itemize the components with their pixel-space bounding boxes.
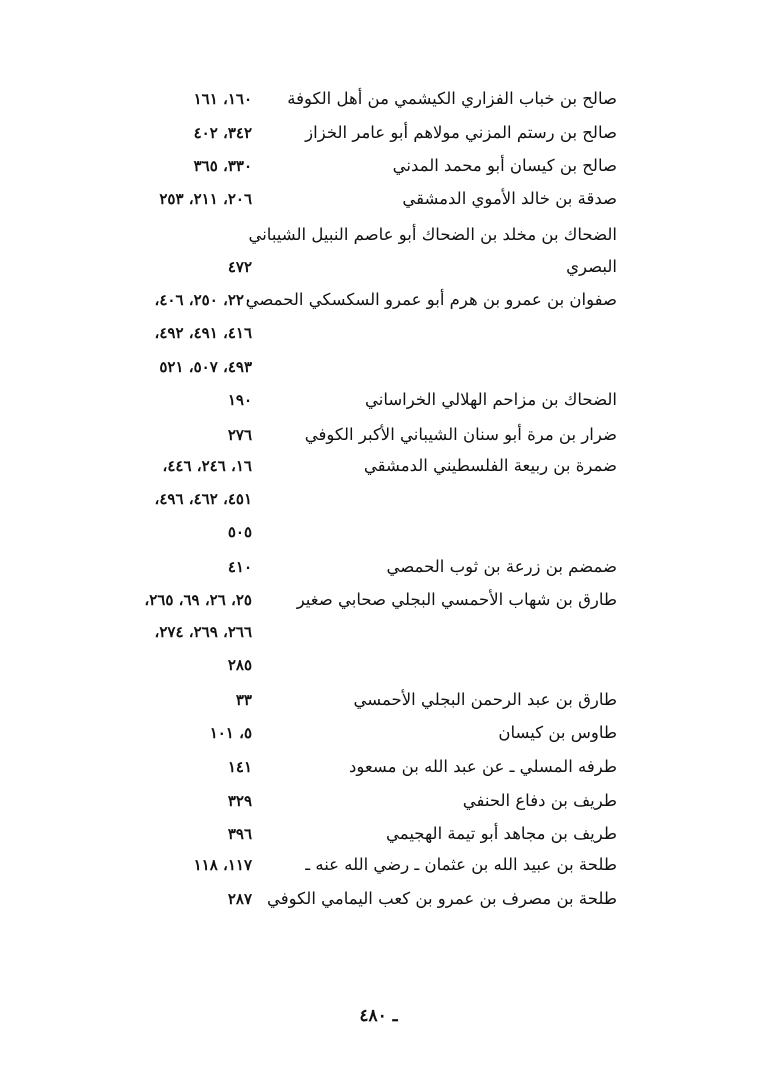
index-entry <box>0 817 757 851</box>
index-entry <box>0 583 757 617</box>
entry-pages: ١٩٠ <box>227 391 252 409</box>
page-number: ـ ٤٨٠ <box>359 1006 398 1026</box>
index-entry-continuation <box>0 316 757 350</box>
index-entry-continuation <box>0 482 757 516</box>
index-entry <box>0 550 757 584</box>
entry-name: ضمضم بن زرعة بن ثوب الحمصي <box>386 557 617 576</box>
entry-pages: ١٤١ <box>227 758 252 776</box>
entry-name: ضمرة بن ربيعة الفلسطيني الدمشقي <box>363 456 617 475</box>
entry-name: الضحاك بن مخلد بن الضحاك أبو عاصم النبيل الشيباني <box>248 225 617 244</box>
entry-name: طارق بن عبد الرحمن البجلي الأحمسي <box>353 690 617 709</box>
entry-pages: ٥، ١٠١ <box>209 724 252 742</box>
entry-pages: ٢٢٠، ٢٥٠، ٤٠٦، <box>154 291 252 309</box>
entry-pages: ١٦٠، ١٦١ <box>193 90 252 108</box>
entry-name: طريف بن مجاهد أبو تيمة الهجيمي <box>386 824 617 843</box>
index-entry <box>0 784 757 818</box>
entry-pages: ٣٣٠، ٣٦٥ <box>193 157 252 175</box>
entry-pages: ٥٠٥ <box>227 523 252 541</box>
entry-pages: ٢٥، ٢٦، ٦٩، ٢٦٥، <box>144 591 252 609</box>
entry-pages: ٢٠٦، ٢١١، ٢٥٣ <box>159 190 252 208</box>
entry-name: صفوان بن عمرو بن هرم أبو عمرو السكسكي الحمصي <box>245 290 617 309</box>
entry-name: طاوس بن كيسان <box>498 723 617 742</box>
entry-pages: ٤١٠ <box>227 558 252 576</box>
index-entry <box>0 149 757 183</box>
index-entry-continuation <box>0 250 757 284</box>
entry-pages: ٢٨٧ <box>227 890 252 908</box>
index-entry <box>0 750 757 784</box>
entry-pages: ٢٨٥ <box>227 656 252 674</box>
index-entry <box>0 218 757 252</box>
index-entry <box>0 683 757 717</box>
entry-name: ضرار بن مرة أبو سنان الشيباني الأكبر الكوفي <box>304 425 617 444</box>
index-entry <box>0 116 757 150</box>
entry-pages: ٤٩٣، ٥٠٧، ٥٢١ <box>159 358 252 376</box>
entry-pages: ٢٧٦ <box>227 426 252 444</box>
entry-pages: ٣٩٦ <box>227 825 252 843</box>
index-entry-continuation <box>0 350 757 384</box>
entry-name: طلحة بن عبيد الله بن عثمان ـ رضي الله عنه ـ <box>305 855 617 874</box>
entry-pages: ٣٢٩ <box>227 792 252 810</box>
index-entry <box>0 848 757 882</box>
entry-pages: ٤٥١، ٤٦٢، ٤٩٦، <box>154 490 252 508</box>
entry-name: طريف بن دفاع الحنفي <box>462 791 617 810</box>
entry-pages: ٣٣ <box>235 691 252 709</box>
index-entry <box>0 82 757 116</box>
index-entry <box>0 182 757 216</box>
entry-name: صالح بن خباب الفزاري الكيشمي من أهل الكوفة <box>287 89 617 108</box>
entry-name: طرفه المسلي ـ عن عبد الله بن مسعود <box>349 757 617 776</box>
entry-pages: ٣٤٢، ٤٠٢ <box>193 124 252 142</box>
index-entry <box>0 383 757 417</box>
entry-name: صالح بن رستم المزني مولاهم أبو عامر الخزاز <box>305 123 617 142</box>
index-entry <box>0 418 757 452</box>
entry-name: طلحة بن مصرف بن عمرو بن كعب اليمامي الكوفي <box>267 889 617 908</box>
index-entry <box>0 882 757 916</box>
entry-name: طارق بن شهاب الأحمسي البجلي صحابي صغير <box>296 590 617 609</box>
index-entry <box>0 716 757 750</box>
index-entry <box>0 449 757 483</box>
entry-pages: ١٦، ٢٤٦، ٤٤٦، <box>162 457 252 475</box>
entry-name: البصري <box>566 257 617 276</box>
entry-pages: ٤٧٢ <box>227 258 252 276</box>
index-entry <box>0 283 757 317</box>
entry-name: الضحاك بن مزاحم الهلالي الخراساني <box>364 390 617 409</box>
index-entry-continuation <box>0 515 757 549</box>
entry-pages: ٢٦٦، ٢٦٩، ٢٧٤، <box>154 623 252 641</box>
entry-pages: ١١٧، ١١٨ <box>193 856 252 874</box>
entry-pages: ٤١٦، ٤٩١، ٤٩٢، <box>154 324 252 342</box>
index-entry-continuation <box>0 648 757 682</box>
index-entry-continuation <box>0 615 757 649</box>
entry-name: صالح بن كيسان أبو محمد المدني <box>392 156 617 175</box>
entry-name: صدقة بن خالد الأموي الدمشقي <box>402 189 617 208</box>
